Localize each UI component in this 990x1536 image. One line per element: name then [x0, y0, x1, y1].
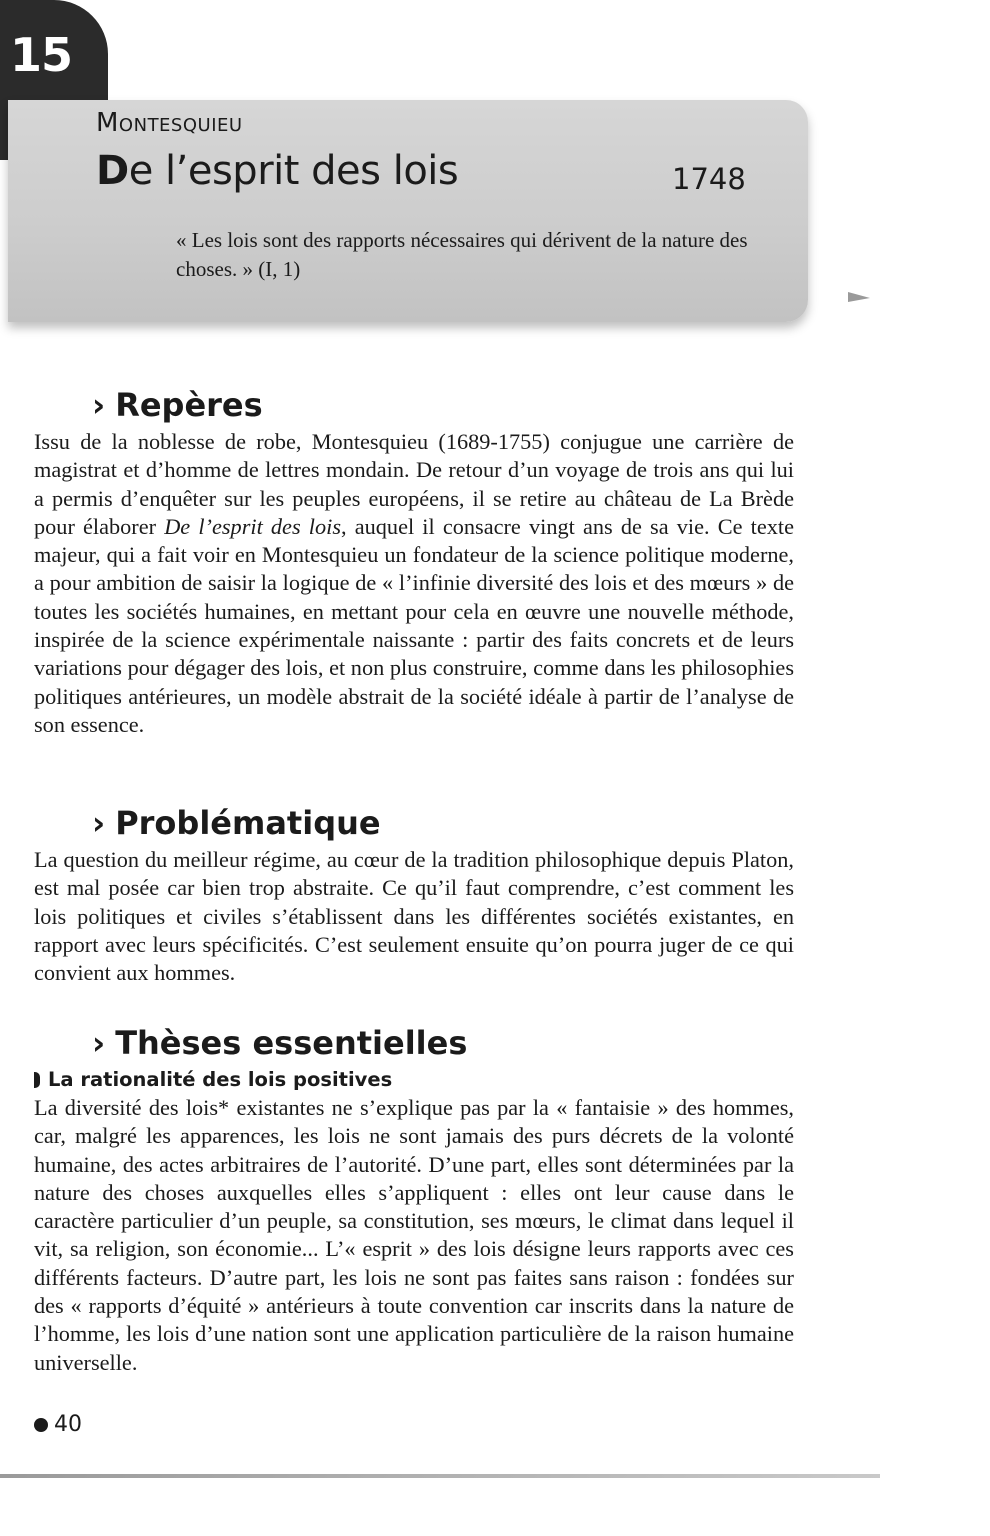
paragraph-text: , auquel il consacre vingt ans de sa vie. Ce texte majeur, qui a fait voir en Montesquieu un fondateur de la science politique moderne, a pour ambition de saisir la logique de « l’infinie diversité des lois et des mœurs » de toutes les sociétés humaines, en mettant pour cela en œuvre une nouvelle méthode, inspirée de la science expérimentale naissante : partir des faits concrets et de leurs variations pour dégager des lois, et non plus construire, comme dans les philosophies politiques antérieures, un modèle abstrait de la société idéale à partir de l’analyse de son essence.: [34, 513, 794, 737]
work-title-inline: De l’esprit des lois: [164, 513, 341, 539]
subsection-heading-label: La rationalité des lois positives: [48, 1068, 393, 1091]
section-heading-label: Repères: [115, 386, 263, 424]
section-paragraph: La diversité des lois* existantes ne s’explique pas par la « fantaisie » des hommes, car, malgré les apparences, les lois ne sont jamais des purs décrets de la volonté humaine, des actes arbitraires de l’autorité. D’une part, elles sont déterminées par la nature des choses auxquelles elles s’appliquent : elles ont leur cause dans le caractère particulier d’un peuple, sa constitution, ses mœurs, le climat dans lequel il vit, sa religion, son économie... L’« esprit » des lois désigne leurs rapports avec ces différents facteurs. D’autre part, les lois ne sont pas faites sans raison : fondées sur des « rapports d’équité » antérieurs à toute convention car inscrits dans la nature de l’homme, les lois d’une nation sont une application particulière de la raison humaine universelle.: [34, 1095, 794, 1375]
chapter-number: 15: [10, 28, 73, 82]
publication-year: 1748: [672, 162, 746, 196]
section-heading: [92, 384, 794, 426]
section-heading-label: Thèses essentielles: [115, 1024, 468, 1062]
section-heading-label: Problématique: [115, 804, 381, 842]
author-name: Montesquieu: [96, 108, 243, 138]
bullet-dot-icon: [34, 1418, 48, 1432]
section-heading: [92, 802, 794, 844]
section-problematique: [34, 802, 794, 987]
work-title-initial: D: [96, 148, 129, 194]
chevron-right-icon: ›: [92, 804, 106, 842]
work-title-rest: e l’esprit des lois: [128, 148, 459, 194]
subsection-heading: [34, 1066, 794, 1094]
chevron-right-icon: ›: [92, 1024, 106, 1062]
page-number-label: 40: [54, 1412, 82, 1437]
epigraph-quote: « Les lois sont des rapports nécessaires qui dérivent de la nature des choses. » (I, 1): [176, 228, 748, 281]
section-paragraph: La question du meilleur régime, au cœur de la tradition philosophique depuis Platon, est mal posée car bien trop abstraite. Ce qu’il faut comprendre, c’est comment les lois politiques et civiles s’établissent dans les différentes sociétés existantes, en rapport avec leurs spécificités. C’est seulement ensuite qu’on pourra juger de ce qui convient aux hommes.: [34, 847, 794, 986]
edge-mark: [848, 292, 870, 302]
paragraph-text: Issu de la noblesse de robe, Montesquieu (1689-1755) conjugue une carrière de magistrat et d’homme de lettres mondain. De retour d’un voyage de trois ans qui lui a permis d’enquêter sur les peuples européens, il se retire au château de La Brède pour élaborer: [34, 429, 794, 539]
page-number: [34, 1412, 82, 1437]
chevron-right-icon: ›: [92, 386, 106, 424]
section-paragraph: [34, 428, 794, 739]
section-theses: [34, 1022, 794, 1377]
section-reperes: [34, 384, 794, 739]
bullet-marker-icon: [34, 1072, 40, 1088]
bottom-rule: [0, 1474, 880, 1478]
work-title: [96, 148, 458, 194]
section-heading: [92, 1022, 794, 1064]
